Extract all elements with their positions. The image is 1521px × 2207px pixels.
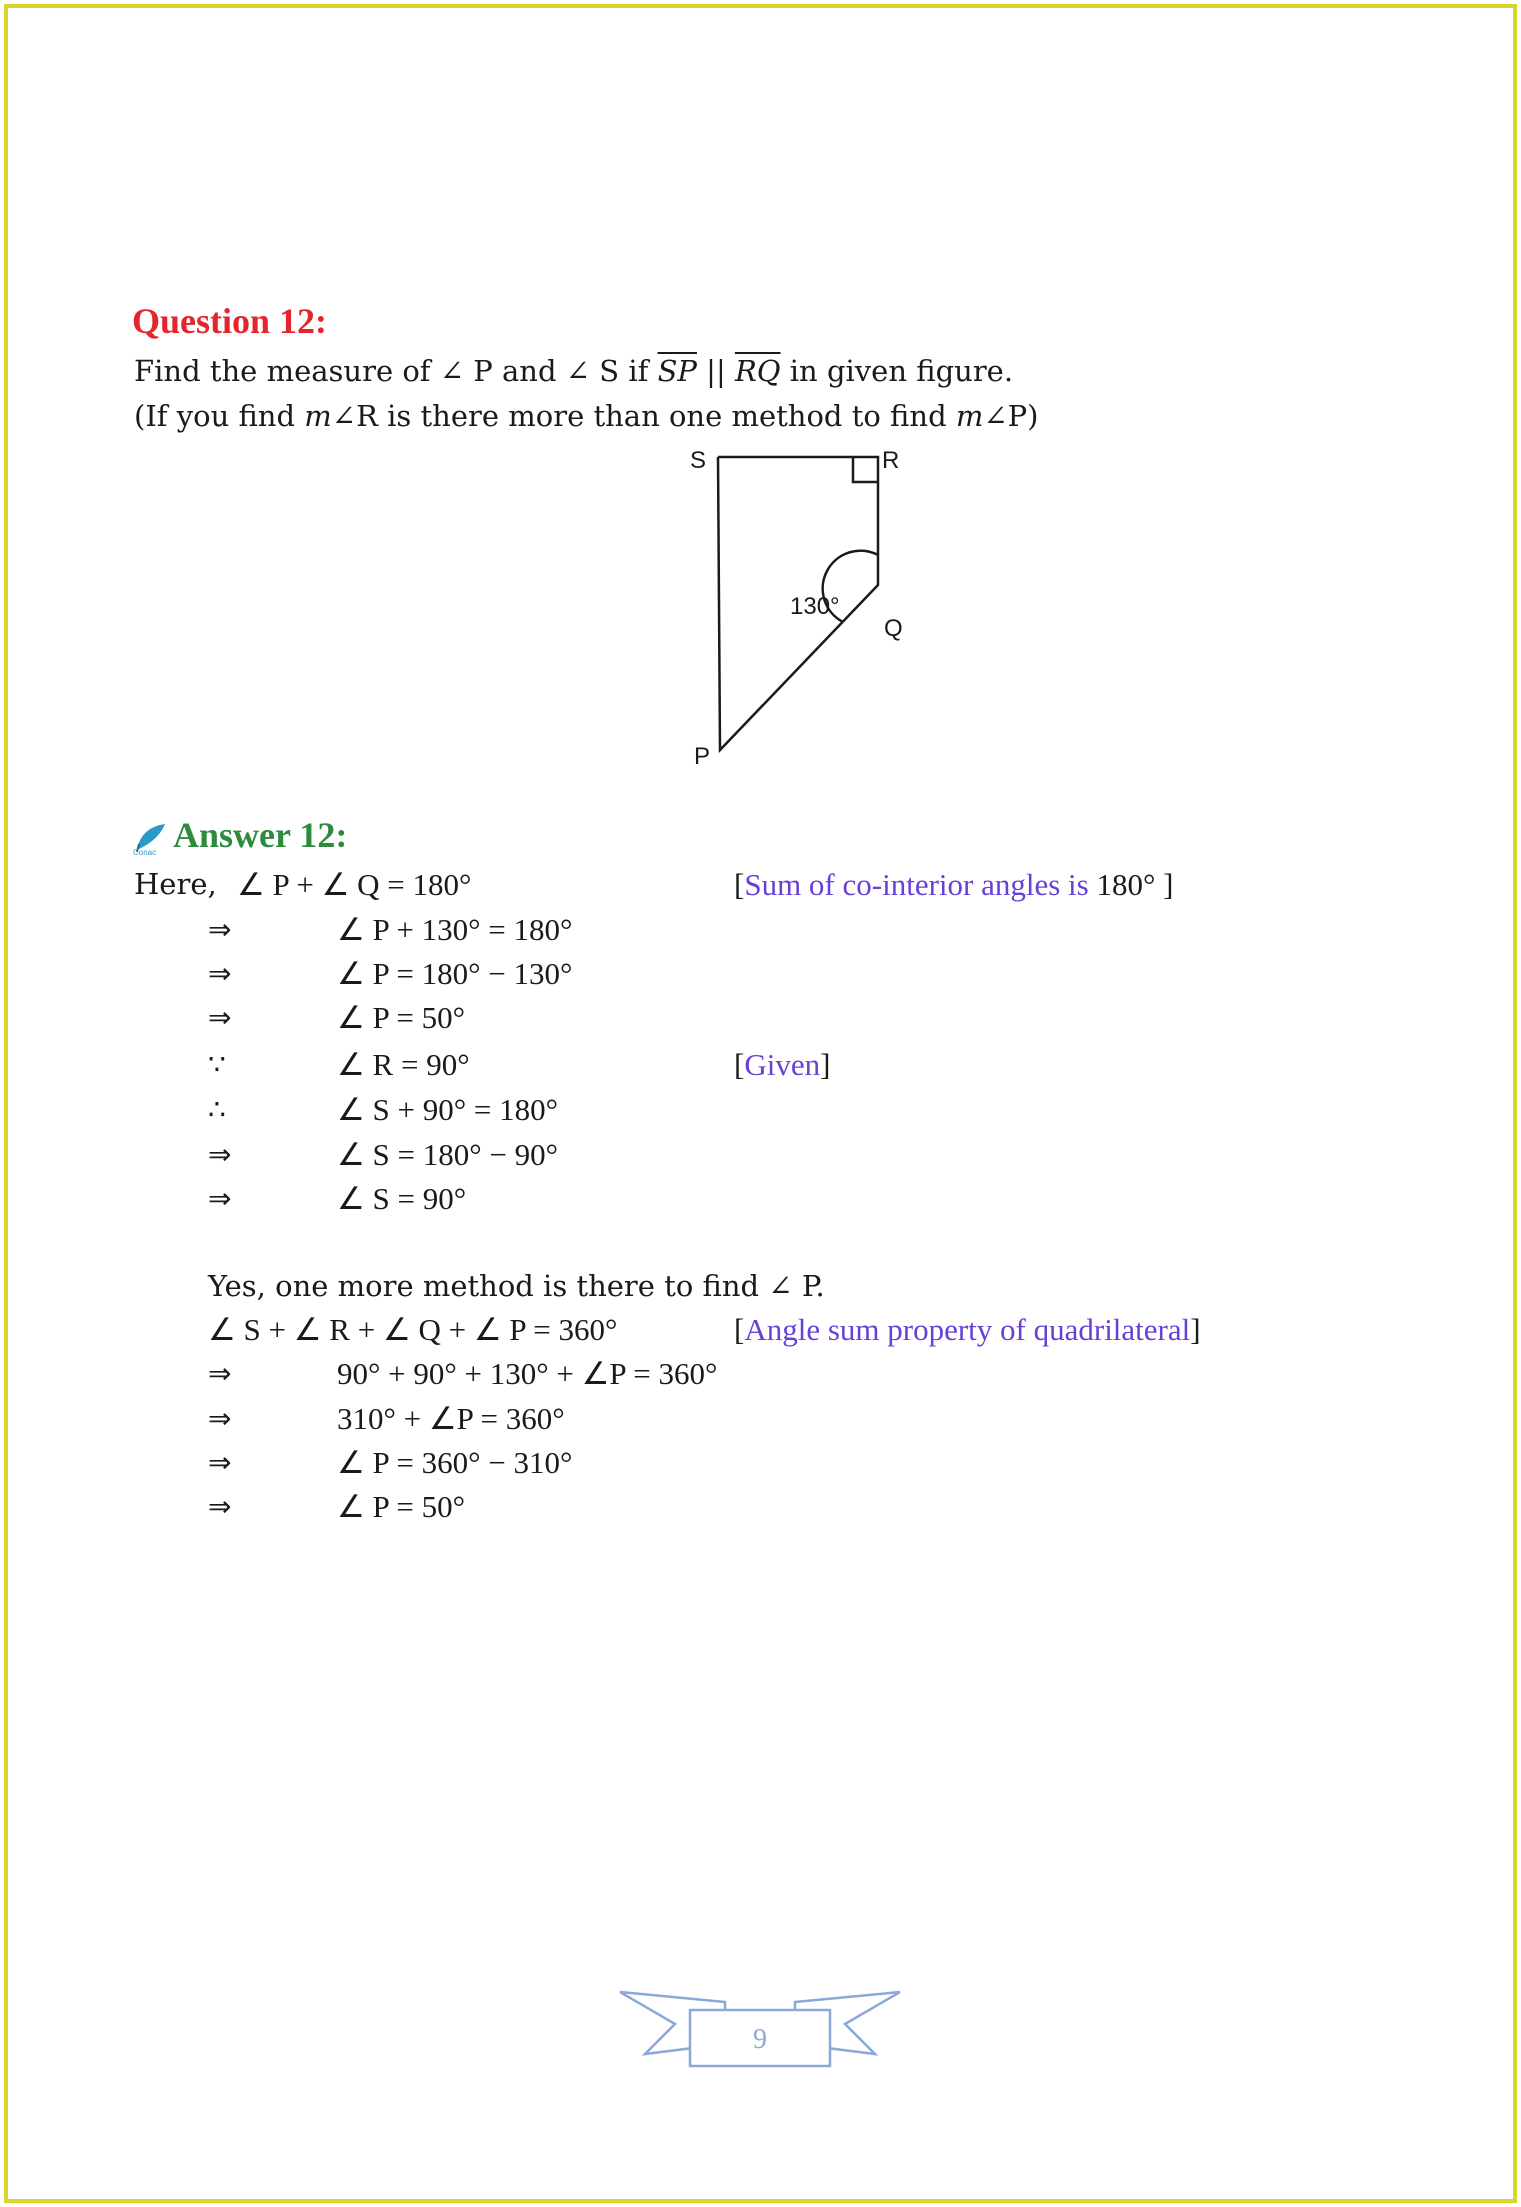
- question2-text-start: (If you find: [134, 399, 305, 433]
- implies-symbol: ⇒: [208, 1182, 232, 1215]
- m-angle-2: m∠: [955, 399, 1008, 433]
- m-angle-1: m∠: [304, 399, 357, 433]
- label-angle-130: 130°: [790, 593, 840, 620]
- answer-step-6: ∠ S + 90° = 180°: [337, 1092, 559, 1127]
- implies-symbol: ⇒: [208, 1402, 232, 1435]
- given-link[interactable]: Given: [744, 1047, 821, 1082]
- implies-symbol: ⇒: [208, 913, 232, 946]
- question-line-1: [134, 354, 1013, 388]
- implies-symbol: ⇒: [208, 1490, 232, 1523]
- segment-sp: $\overline{SP}$: [657, 354, 697, 388]
- implies-symbol: ⇒: [208, 1446, 232, 1479]
- reason-link[interactable]: Sum of co-interior angles is: [744, 867, 1089, 902]
- answer-title: Answer 12:: [173, 815, 348, 855]
- question-text-end: in given figure.: [780, 354, 1014, 388]
- label-r: R: [882, 447, 900, 474]
- question2-text-end: P): [1007, 399, 1039, 433]
- question-title: Question 12:: [132, 301, 328, 341]
- angle-sum-link[interactable]: Angle sum property of quadrilateral: [744, 1312, 1191, 1347]
- answer-step-3: ∠ P = 180° − 130°: [337, 956, 573, 991]
- therefore-symbol: ∴: [208, 1093, 226, 1126]
- answer-step-1: ∠ P + ∠ Q = 180°: [237, 867, 472, 902]
- label-p: P: [694, 743, 711, 770]
- method2-step-4: ∠ P = 50°: [337, 1489, 466, 1524]
- answer-step-5: ∠ R = 90°: [337, 1047, 470, 1082]
- question-line-2: [134, 399, 1039, 433]
- implies-symbol: ⇒: [208, 1001, 232, 1034]
- answer-step-4: ∠ P = 50°: [337, 1000, 466, 1035]
- implies-symbol: ⇒: [208, 1138, 232, 1171]
- label-q: Q: [884, 615, 903, 642]
- implies-symbol: ⇒: [208, 1357, 232, 1390]
- method2-angle-sum: ∠ S + ∠ R + ∠ Q + ∠ P = 360°: [208, 1312, 618, 1347]
- answer-step-2: ∠ P + 130° = 180°: [337, 912, 573, 947]
- reason-angle-sum: [Angle sum property of quadrilateral]: [734, 1312, 1201, 1347]
- label-s: S: [690, 447, 707, 474]
- question2-text-mid: R is there more than one method to find: [356, 399, 956, 433]
- reason-given: [Given]: [734, 1047, 831, 1082]
- segment-rq: $\overline{RQ}$: [734, 354, 781, 388]
- method2-step-1: 90° + 90° + 130° + ∠P = 360°: [337, 1356, 718, 1391]
- svg-text:Conac: Conac: [133, 848, 157, 856]
- quadrilateral-figure: [680, 440, 940, 780]
- parallel-symbol: ||: [696, 354, 735, 388]
- right-angle-mark: [853, 457, 878, 482]
- question-text-start: Find the measure of ∠ P and ∠ S if: [134, 354, 658, 388]
- method2-intro: Yes, one more method is there to find ∠ P.: [208, 1269, 825, 1303]
- pen-icon: [133, 822, 169, 856]
- here-label: Here,: [134, 867, 217, 901]
- method2-step-2: 310° + ∠P = 360°: [337, 1401, 565, 1436]
- reason-co-interior: [Sum of co-interior angles is 180° ]: [734, 867, 1174, 902]
- answer-step-8: ∠ S = 90°: [337, 1181, 467, 1216]
- page-number-ribbon: [615, 1988, 905, 2072]
- page-number: 9: [753, 2024, 767, 2055]
- implies-symbol: ⇒: [208, 957, 232, 990]
- answer-step-7: ∠ S = 180° − 90°: [337, 1137, 559, 1172]
- because-symbol: ∵: [208, 1048, 226, 1081]
- method2-step-3: ∠ P = 360° − 310°: [337, 1445, 573, 1480]
